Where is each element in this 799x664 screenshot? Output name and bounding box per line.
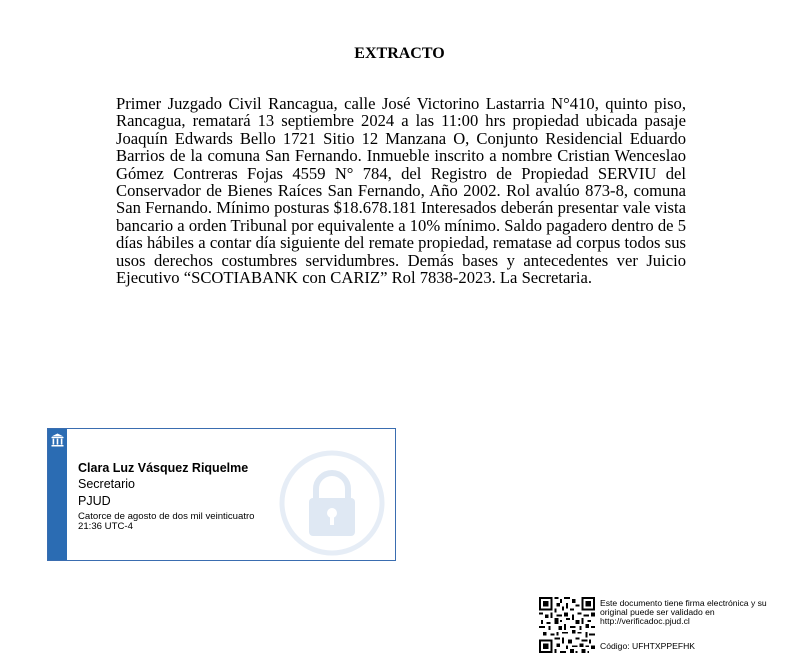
document-body: Primer Juzgado Civil Rancagua, calle José Victorino Lastarria N°410, quinto piso, Rancagua, rematará 13 septiembre 2024 a las 11:00 hrs propiedad ubicada pasaje Joaquín Edwards Bello 1721 Sitio 12 Manzana O, Conjunto Residencial Eduardo Barrios de la comuna San Fernando. Inmueble inscrito a nombre Cristian Wenceslao Gómez Contreras Fojas 4559 N° 784, del Registro de Propiedad SERVIU del Conservador de Bienes Raíces San Fernando, Año 2002. Rol avalúo 873-8, comuna San Fernando. Mínimo posturas $18.678.181 Interesados deberán presentar vale vista bancario a orden Tribunal por equivalente a 10% mínimo. Saldo pagadero dentro de 5 días hábiles a contar día siguiente del remate propiedad, rematase ad corpus todos sus usos derechos costumbres servidumbres. Demás bases y antecedentes ver Juicio Ejecutivo “SCOTIABANK con CARIZ” Rol 7838-2023. La Secretaria. (116, 94, 686, 288)
verification-code: Código: UFHTXPPEFHK (600, 641, 696, 651)
signer-organization: PJUD (78, 494, 111, 508)
document-title: EXTRACTO (354, 45, 445, 62)
signature-box (47, 428, 396, 561)
signer-name: Clara Luz Vásquez Riquelme (78, 461, 249, 475)
signer-role: Secretario (78, 477, 135, 491)
signature-date (78, 512, 255, 532)
lock-icon (278, 449, 386, 557)
signature-accent-bar (48, 429, 67, 560)
signature-details (78, 460, 255, 532)
courthouse-icon (51, 433, 64, 447)
verification-notice: Este documento tiene firma electrónica y su original puede ser validado en http://verificadoc.pjud.cl (600, 598, 767, 626)
qr-code-icon (539, 597, 595, 653)
signature-time-line: 21:36 UTC-4 (78, 521, 133, 532)
signature-date-line: Catorce de agosto de dos mil veinticuatro (78, 511, 255, 522)
